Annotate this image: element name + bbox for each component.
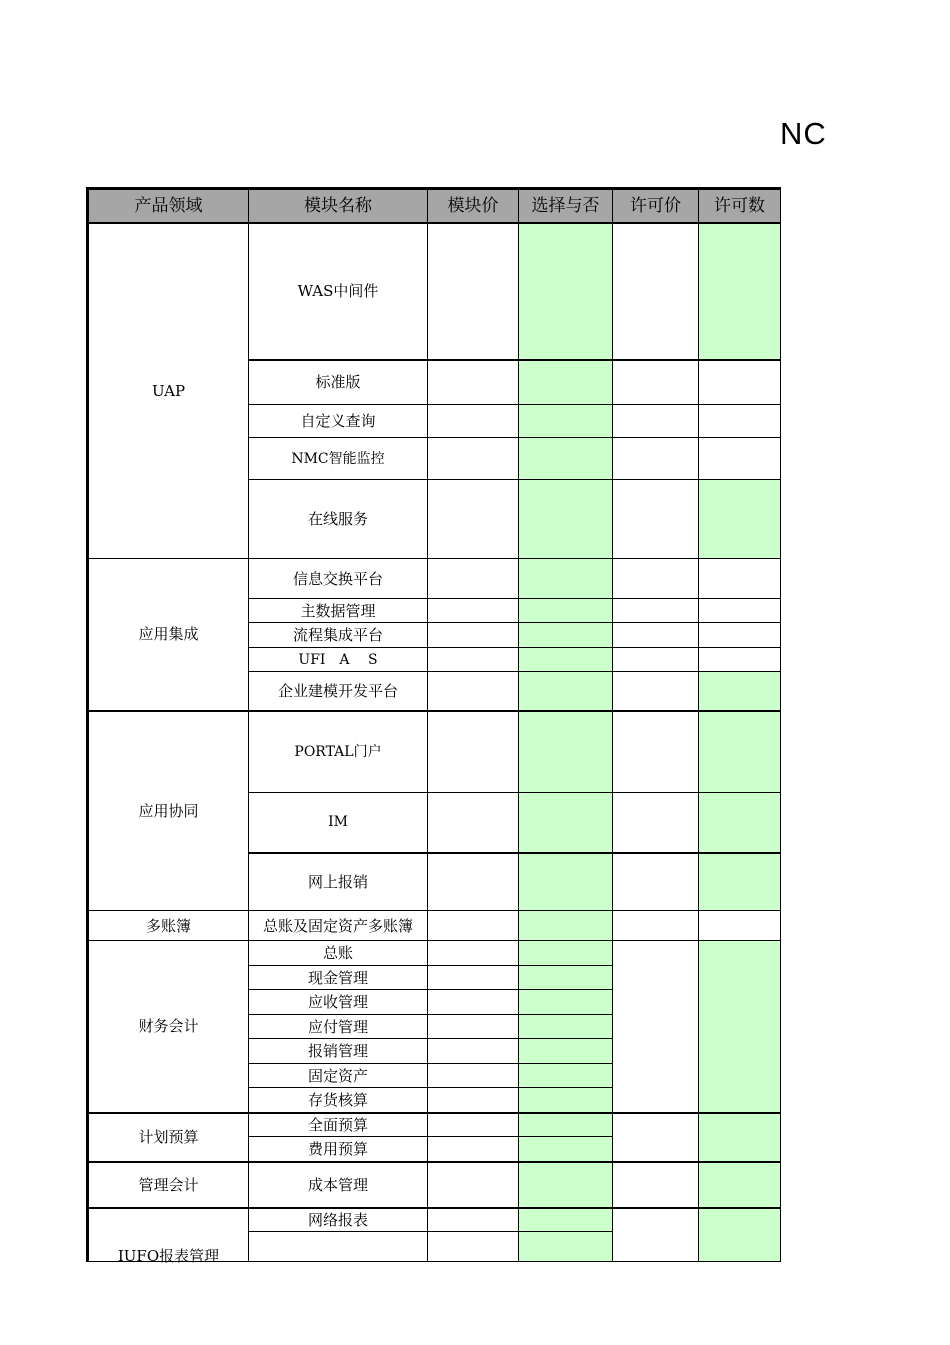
table-row [88,941,781,966]
domain-cell: UAP [88,223,249,559]
module-price-cell[interactable] [428,793,519,853]
module-price-cell[interactable] [428,223,519,360]
module-cell: 全面预算 [249,1113,428,1137]
license-count-cell[interactable] [699,793,781,853]
header-license-count: 许可数 [699,189,781,223]
module-cell: 标准版 [249,360,428,405]
header-row [88,189,781,223]
module-cell: 主数据管理 [249,599,428,623]
license-count-cell[interactable] [699,223,781,360]
module-price-cell[interactable] [428,599,519,623]
license-count-cell[interactable] [699,559,781,599]
license-price-cell[interactable] [613,223,699,360]
license-price-cell[interactable] [613,1162,699,1208]
domain-cell: 应用集成 [88,559,249,711]
license-count-cell[interactable] [699,853,781,911]
select-cell[interactable] [519,1015,613,1039]
domain-label: IUFO报表管理 [117,1247,220,1265]
module-price-cell[interactable] [428,1088,519,1113]
select-cell[interactable] [519,941,613,966]
module-cell: 应收管理 [249,990,428,1015]
module-price-cell[interactable] [428,1064,519,1088]
domain-cell: 财务会计 [88,941,249,1113]
module-price-table [86,187,781,1265]
select-cell[interactable] [519,672,613,711]
license-count-cell[interactable] [699,911,781,941]
select-cell[interactable] [519,1208,613,1232]
module-price-cell[interactable] [428,672,519,711]
select-cell[interactable] [519,793,613,853]
select-cell[interactable] [519,599,613,623]
license-count-cell[interactable] [699,672,781,711]
module-price-cell[interactable] [428,559,519,599]
license-price-cell[interactable] [613,438,699,480]
module-price-cell[interactable] [428,438,519,480]
module-cell: 存货核算 [249,1088,428,1113]
domain-cell: 计划预算 [88,1113,249,1162]
module-price-cell[interactable] [428,1208,519,1232]
select-cell[interactable] [519,1113,613,1137]
license-count-cell[interactable] [699,1113,781,1162]
module-price-cell[interactable] [428,1113,519,1137]
license-count-cell[interactable] [699,599,781,623]
module-cell: WAS中间件 [249,223,428,360]
license-count-cell[interactable] [699,1162,781,1208]
table-row [88,711,781,793]
module-cell: IM [249,793,428,853]
header-license-price: 许可价 [613,189,699,223]
select-cell[interactable] [519,1088,613,1113]
license-price-cell[interactable] [613,941,699,1113]
module-price-cell[interactable] [428,990,519,1015]
module-price-cell[interactable] [428,405,519,438]
module-cell: 总账 [249,941,428,966]
license-price-cell[interactable] [613,911,699,941]
module-cell: 信息交换平台 [249,559,428,599]
license-count-cell[interactable] [699,438,781,480]
domain-cell: 管理会计 [88,1162,249,1208]
domain-cell [88,1208,249,1265]
module-cell: 报销管理 [249,1039,428,1064]
table-row [88,1162,781,1208]
table-row [88,1208,781,1232]
select-cell[interactable] [519,1232,613,1262]
license-price-cell[interactable] [613,672,699,711]
module-cell: 费用预算 [249,1137,428,1162]
select-cell[interactable] [519,1137,613,1162]
page-title: NC [780,116,827,151]
module-price-cell[interactable] [428,966,519,990]
license-price-cell[interactable] [613,599,699,623]
module-cell: 网络报表 [249,1208,428,1232]
select-cell[interactable] [519,623,613,648]
license-count-cell[interactable] [699,480,781,559]
select-cell[interactable] [519,1162,613,1208]
module-cell: 流程集成平台 [249,623,428,648]
select-cell[interactable] [519,990,613,1015]
license-price-cell[interactable] [613,623,699,648]
module-price-cell[interactable] [428,853,519,911]
select-cell[interactable] [519,405,613,438]
module-cell: 网上报销 [249,853,428,911]
license-count-cell[interactable] [699,360,781,405]
license-count-cell[interactable] [699,405,781,438]
license-price-cell[interactable] [613,711,699,793]
license-price-cell[interactable] [613,793,699,853]
select-cell[interactable] [519,223,613,360]
module-price-cell[interactable] [428,623,519,648]
module-price-cell[interactable] [428,1015,519,1039]
select-cell[interactable] [519,1039,613,1064]
select-cell[interactable] [519,1064,613,1088]
module-cell: UFI A S [249,648,428,672]
select-cell[interactable] [519,648,613,672]
module-cell: 现金管理 [249,966,428,990]
module-cell: 自定义查询 [249,405,428,438]
license-price-cell[interactable] [613,648,699,672]
select-cell[interactable] [519,711,613,793]
table-row [88,911,781,941]
select-cell[interactable] [519,360,613,405]
module-price-cell[interactable] [428,1232,519,1262]
license-count-cell[interactable] [699,648,781,672]
license-count-cell[interactable] [699,941,781,1113]
license-count-cell[interactable] [699,711,781,793]
domain-cell: 应用协同 [88,711,249,911]
license-price-cell[interactable] [613,853,699,911]
module-price-cell[interactable] [428,1162,519,1208]
license-count-cell[interactable] [699,623,781,648]
module-cell [249,1232,428,1262]
license-price-cell[interactable] [613,559,699,599]
license-price-cell[interactable] [613,360,699,405]
table-row [88,223,781,360]
module-cell: 在线服务 [249,480,428,559]
license-count-cell[interactable] [699,1208,781,1262]
module-cell: 企业建模开发平台 [249,672,428,711]
module-cell: 应付管理 [249,1015,428,1039]
module-price-cell[interactable] [428,360,519,405]
table-row [88,559,781,599]
module-price-cell[interactable] [428,711,519,793]
select-cell[interactable] [519,853,613,911]
domain-cell: 多账簿 [88,911,249,941]
header-module-price: 模块价 [428,189,519,223]
table-row [88,1113,781,1137]
module-price-cell[interactable] [428,648,519,672]
module-cell: 固定资产 [249,1064,428,1088]
module-cell: 总账及固定资产多账簿 [249,911,428,941]
select-cell[interactable] [519,966,613,990]
select-cell[interactable] [519,911,613,941]
module-price-cell[interactable] [428,1039,519,1064]
header-module: 模块名称 [249,189,428,223]
module-price-cell[interactable] [428,911,519,941]
module-cell: 成本管理 [249,1162,428,1208]
select-cell[interactable] [519,559,613,599]
module-price-cell[interactable] [428,480,519,559]
license-price-cell[interactable] [613,405,699,438]
header-selected: 选择与否 [519,189,613,223]
select-cell[interactable] [519,480,613,559]
license-price-cell[interactable] [613,1113,699,1162]
price-table-sheet [86,187,779,1265]
module-price-cell[interactable] [428,941,519,966]
license-price-cell[interactable] [613,1208,699,1262]
module-price-cell[interactable] [428,1137,519,1162]
module-cell: PORTAL门户 [249,711,428,793]
header-domain: 产品领域 [88,189,249,223]
license-price-cell[interactable] [613,480,699,559]
module-cell: NMC智能监控 [249,438,428,480]
select-cell[interactable] [519,438,613,480]
